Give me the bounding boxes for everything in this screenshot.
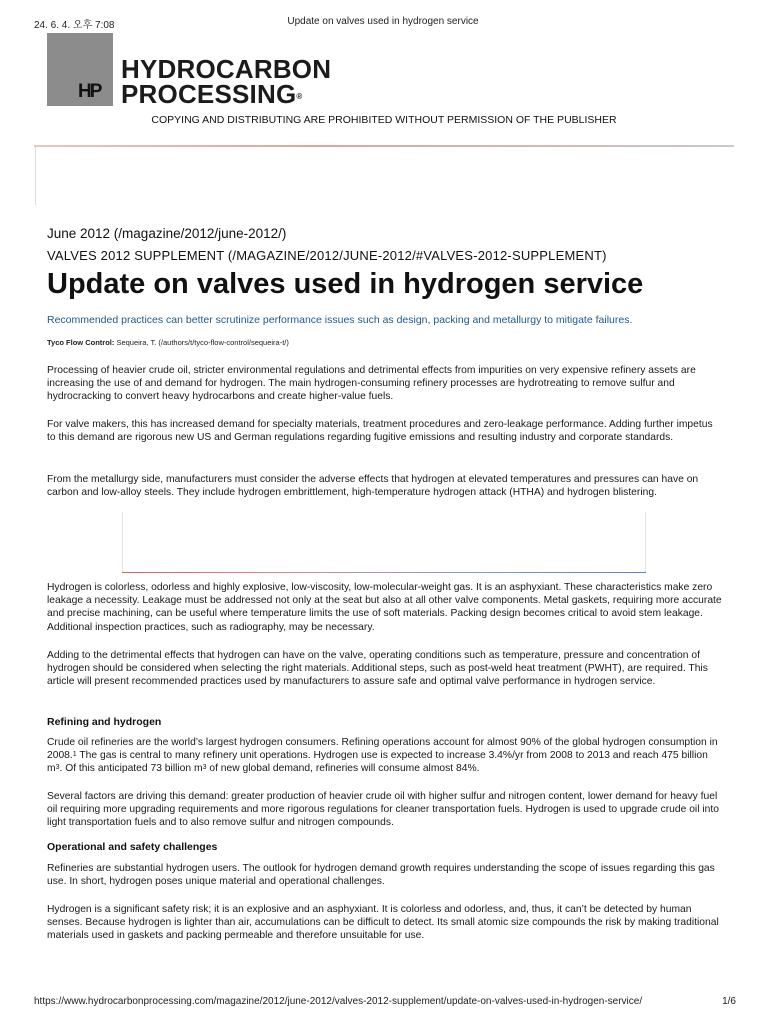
paragraph-1: Processing of heavier crude oil, stricter environmental regulations and detrimental effects from impurities on very expensive refinery assets are increasing the use of and demand for hydrogen. The main hydrogen-consuming refinery processes are hydrotreating to remove sulfur and hydrocracking to convert heavy hydrocarbons and create higher-value fuels.	[47, 365, 696, 403]
byline	[47, 338, 289, 347]
article-title: Update on valves used in hydrogen service	[47, 268, 644, 300]
paragraph-6	[47, 736, 722, 776]
paragraph-8: Refineries are substantial hydrogen users. The outlook for hydrogen demand growth requires understanding the scope of issues regarding this gas use. In short, hydrogen poses unique material and operational challenges.	[47, 863, 715, 888]
paragraph-5: Adding to the detrimental effects that hydrogen can have on the valve, operating conditions such as temperature, pressure and concentration of hydrogen should be considered when selecting the right materials. Additional steps, such as post-weld heat treatment (PWHT), are required. This article will present recommended practices used by manufacturers to assure safe and optimal valve performance in hydrogen service.	[47, 650, 708, 688]
hp-logo-mark[interactable]	[47, 33, 113, 106]
print-header	[34, 16, 732, 30]
logo-line-2: PROCESSING	[121, 79, 297, 109]
logo-line-1: HYDROCARBON	[121, 54, 332, 84]
copyright-notice: COPYING AND DISTRIBUTING ARE PROHIBITED WITHOUT PERMISSION OF THE PUBLISHER	[151, 114, 617, 126]
figure-border-left	[122, 512, 123, 572]
paragraph-9: Hydrogen is a significant safety risk; it is an explosive and an asphyxiant. It is colorless and odorless, and, thus, it can’t be detected by human senses. Because hydrogen is lighter than air, accumulations can be difficult to detect. Its small atomic size compounds the risk by making traditional materials used in gaskets and packing permeable and therefore unsuitable for use.	[47, 904, 719, 942]
p6-text-d: of new global demand, refineries will consume almost 84%.	[206, 763, 480, 775]
paragraph-3: From the metallurgy side, manufacturers must consider the adverse effects that hydrogen at elevated temperatures and pressures can have on carbon and low-alloy steels. They include hydrogen embrittlement, high-temperature hydrogen attack (HTHA) and hydrogen blistering.	[47, 474, 699, 499]
banner-divider	[34, 145, 734, 147]
footnote-ref-1[interactable]: 1	[72, 751, 77, 759]
banner-frame-edge	[35, 147, 36, 205]
superscript-cubed-1: 3	[55, 764, 60, 772]
superscript-cubed-2: 3	[202, 764, 207, 772]
p6-text-b: The gas is central to many refinery unit operations. Hydrogen use is expected to increase 3.4%/yr from 2008 to 2013 and reach 475 billion m	[47, 750, 708, 775]
figure-border-bottom	[122, 572, 646, 573]
print-page-title: Update on valves used in hydrogen service	[287, 16, 479, 27]
print-datetime: 24. 6. 4. 오후 7:08	[34, 20, 115, 31]
figure-border-right	[645, 512, 646, 572]
paragraph-7: Several factors are driving this demand: greater production of heavier crude oil with higher sulfur and nitrogen content, lower demand for heavy fuel oil requiring more upgrading requirements and more rigorous regulations for cleaner transportation fuels. Hydrogen is used to upgrade crude oil into light transportation fuels and to also remove sulfur and nitrogen compounds.	[47, 791, 719, 829]
article-deck: Recommended practices can better scrutinize performance issues such as design, packing and metallurgy to mitigate failures.	[47, 314, 633, 326]
print-footer-url: https://www.hydrocarbonprocessing.com/magazine/2012/june-2012/valves-2012-supplement/update-on-valves-used-in-hydrogen-service/	[34, 996, 643, 1007]
byline-author-link[interactable]: Sequeira, T. (/authors/t/tyco-flow-control/sequeira-t/)	[116, 338, 289, 347]
registered-mark: ®	[296, 92, 303, 101]
subheading-refining: Refining and hydrogen	[47, 716, 162, 728]
p6-text-c: . Of this anticipated 73 billion m	[59, 763, 203, 775]
figure-placeholder	[122, 512, 646, 573]
paragraph-4: Hydrogen is colorless, odorless and highly explosive, low-viscosity, low-molecular-weight gas. It is an asphyxiant. These characteristics make zero leakage a necessity. Leakage must be addressed not only at the seat but also at all other valve components. Metal gaskets, requiring more accurate and precise machining, can be useful where temperature limits the use of soft materials. Packing design becomes critical to avoid stem leakage. Additional inspection practices, such as radiography, may be necessary.	[47, 582, 722, 633]
byline-organization: Tyco Flow Control:	[47, 338, 115, 347]
section-link[interactable]: VALVES 2012 SUPPLEMENT (/MAGAZINE/2012/JUNE-2012/#VALVES-2012-SUPPLEMENT)	[47, 248, 607, 263]
print-page-number: 1/6	[722, 996, 736, 1007]
issue-link[interactable]: June 2012 (/magazine/2012/june-2012/)	[47, 226, 287, 241]
subheading-operational-safety: Operational and safety challenges	[47, 841, 218, 853]
site-logo-wordmark[interactable]	[121, 54, 332, 109]
paragraph-2: For valve makers, this has increased demand for specialty materials, treatment procedures and zero-leakage performance. Adding further impetus to this demand are rigorous new US and German regulations regarding fugitive emissions and resulting industry and corporate standards.	[47, 419, 713, 444]
logo-mark-text: HP	[78, 81, 101, 102]
p6-text-a: Crude oil refineries are the world’s largest hydrogen consumers. Refining operations account for almost 90% of the global hydrogen consumption in 2008.	[47, 737, 718, 762]
